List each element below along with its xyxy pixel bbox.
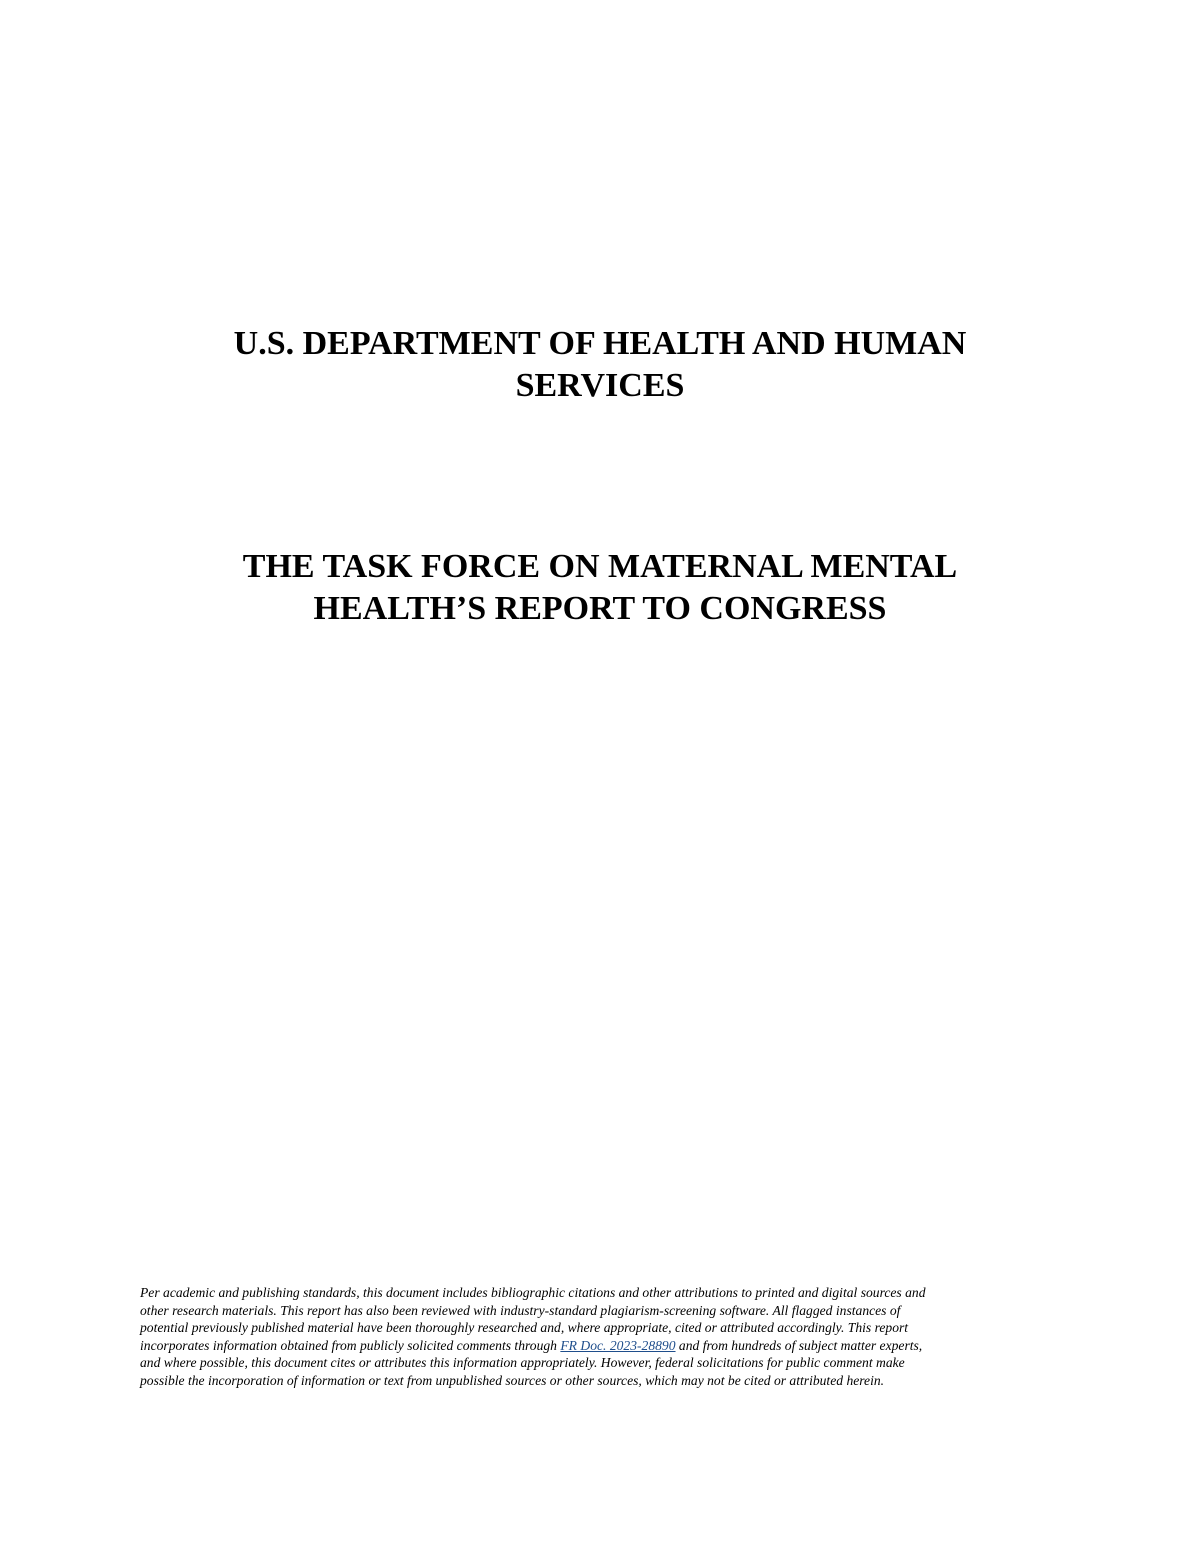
disclaimer-line-4-start: incorporates information obtained from publicly solicited comments through — [140, 1337, 561, 1353]
agency-title-line-1: U.S. DEPARTMENT OF HEALTH AND HUMAN — [233, 325, 967, 362]
report-title-line-2: HEALTH’S REPORT TO CONGRESS — [313, 590, 887, 627]
disclaimer-line-2: other research materials. This report has also been reviewed with industry-standard plagiarism-screening software. All flagged instances of — [140, 1302, 901, 1318]
disclaimer-line-5: and where possible, this document cites or attributes this information appropriately. However, federal solicitations for public comment make — [140, 1355, 905, 1370]
report-title-line-1: THE TASK FORCE ON MATERNAL MENTAL — [242, 548, 958, 585]
disclaimer-line-4-end: and from hundreds of subject matter experts, — [675, 1337, 923, 1353]
disclaimer-line-6: possible the incorporation of information or text from unpublished sources or other sources, which may not be cited or attributed herein. — [140, 1372, 885, 1388]
agency-title — [0, 323, 1200, 407]
report-title — [0, 546, 1200, 630]
citation-disclaimer — [140, 1284, 1060, 1389]
disclaimer-line-4 — [140, 1337, 1060, 1355]
disclaimer-line-3: potential previously published material have been thoroughly researched and, where appropriate, cited or attributed accordingly. This report — [140, 1320, 909, 1335]
agency-title-line-2: SERVICES — [515, 367, 685, 404]
fr-doc-link[interactable]: FR Doc. 2023-28890 — [560, 1337, 676, 1353]
disclaimer-line-1: Per academic and publishing standards, this document includes bibliographic citations and other attributions to printed and digital sources and — [140, 1285, 926, 1300]
